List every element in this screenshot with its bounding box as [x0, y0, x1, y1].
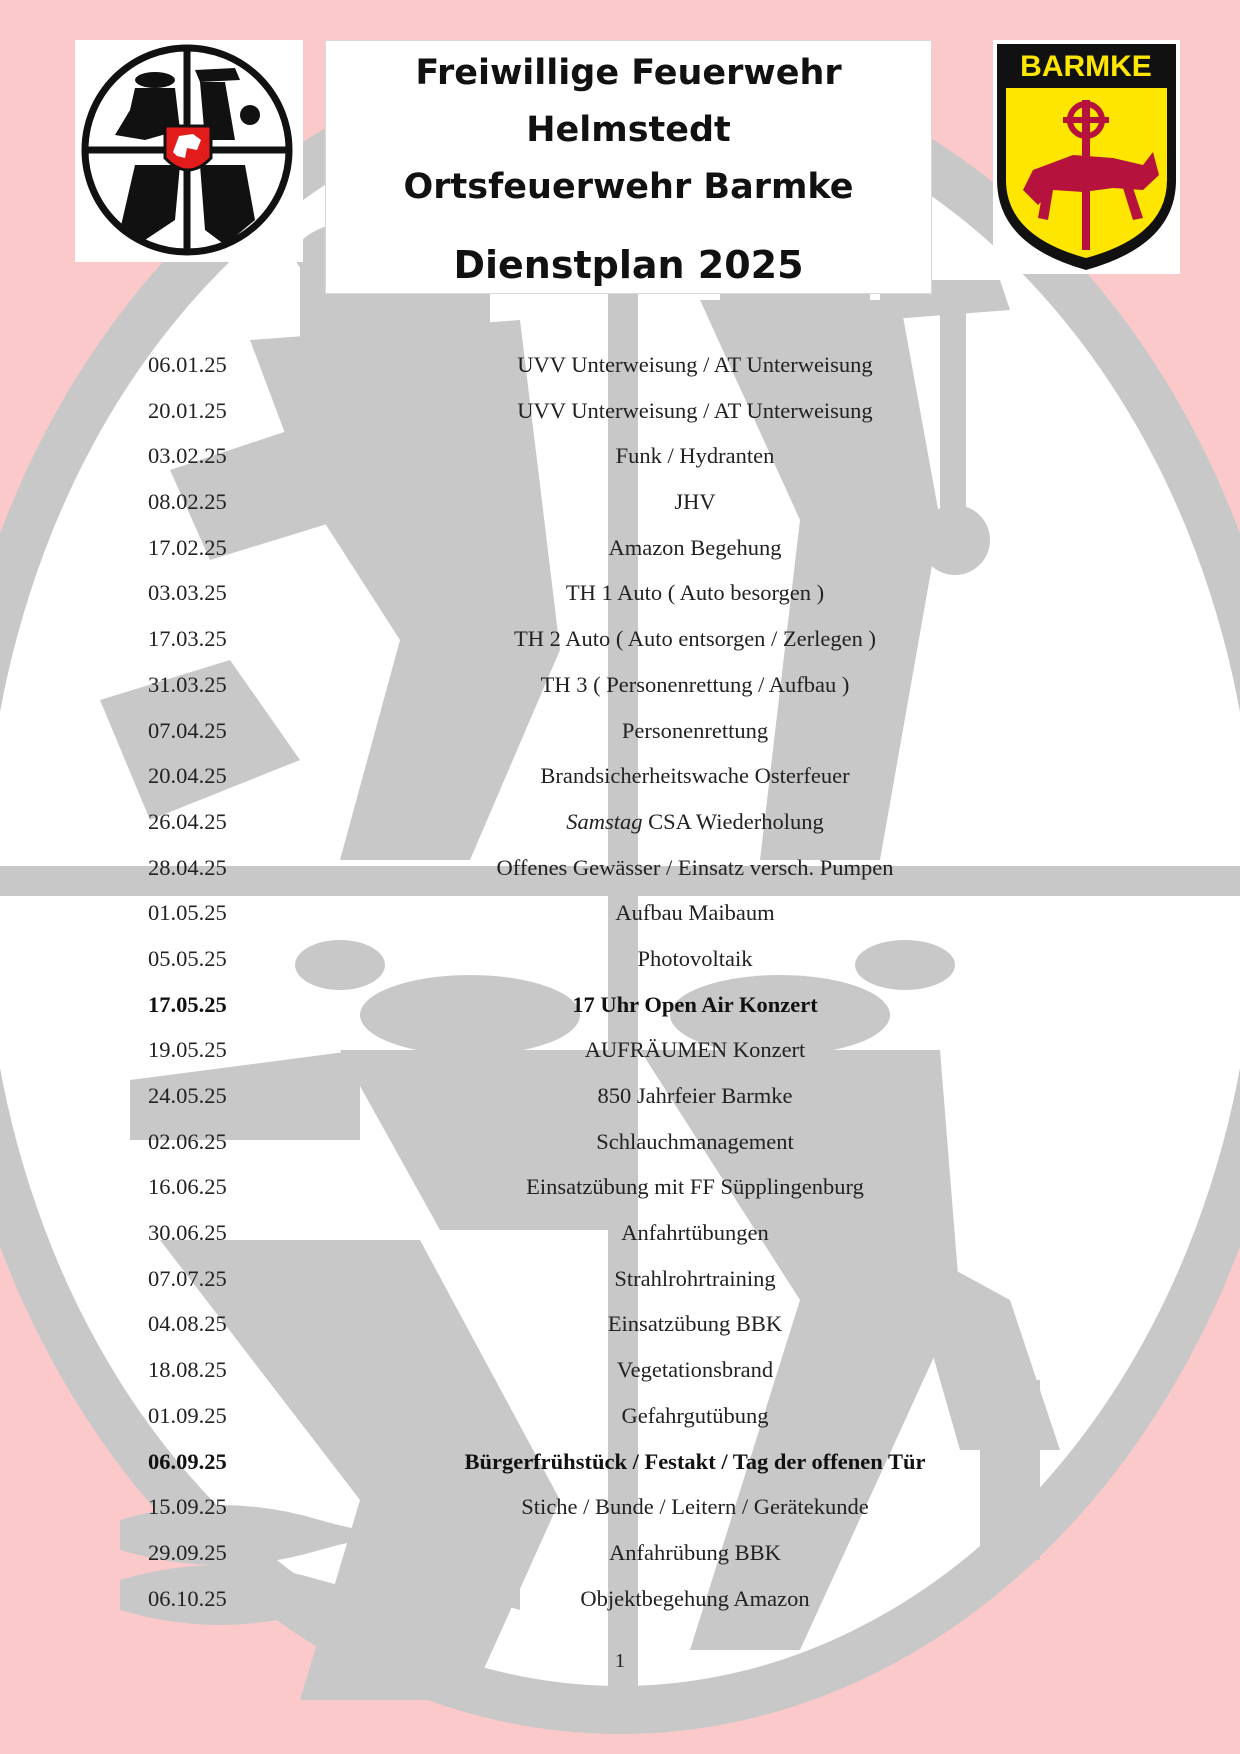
schedule-event-italic: Samstag — [566, 808, 643, 834]
schedule-date: 15.09.25 — [148, 1494, 227, 1520]
schedule-event: Gefahrgutübung — [621, 1402, 769, 1428]
schedule-row — [0, 1258, 1240, 1304]
schedule-event: 17 Uhr Open Air Konzert — [572, 991, 818, 1017]
schedule-event: Objektbegehung Amazon — [580, 1585, 810, 1611]
schedule-event: Anfahrtübungen — [621, 1220, 769, 1246]
schedule-event: TH 3 ( Personenrettung / Aufbau ) — [540, 671, 850, 697]
schedule-event: Aufbau Maibaum — [615, 900, 775, 926]
schedule-date: 01.09.25 — [148, 1402, 227, 1428]
schedule-date: 06.09.25 — [148, 1448, 227, 1474]
title-line-3: Ortsfeuerwehr Barmke — [403, 167, 854, 207]
schedule-date: 18.08.25 — [148, 1357, 227, 1383]
schedule-date: 02.06.25 — [148, 1128, 227, 1154]
schedule-date: 04.08.25 — [148, 1311, 227, 1337]
schedule-date: 17.03.25 — [148, 626, 227, 652]
schedule-row — [0, 527, 1240, 573]
schedule-date: 05.05.25 — [148, 945, 227, 971]
schedule-event: JHV — [674, 489, 716, 515]
schedule-row — [0, 1166, 1240, 1212]
schedule-row — [0, 344, 1240, 390]
schedule-event: Photovoltaik — [637, 945, 753, 971]
schedule-date: 20.01.25 — [148, 397, 227, 423]
schedule-event: Funk / Hydranten — [615, 443, 775, 469]
schedule-row — [0, 938, 1240, 984]
schedule-row — [0, 481, 1240, 527]
schedule-row — [0, 801, 1240, 847]
schedule-event: UVV Unterweisung / AT Unterweisung — [517, 352, 873, 377]
schedule-date: 30.06.25 — [148, 1220, 227, 1246]
schedule-date: 20.04.25 — [148, 763, 227, 789]
schedule-event: Einsatzübung mit FF Süpplingenburg — [526, 1174, 864, 1200]
schedule-date: 03.03.25 — [148, 580, 227, 606]
page-title: Dienstplan 2025 — [453, 243, 804, 287]
schedule-event-text: CSA Wiederholung — [642, 808, 824, 834]
schedule-row — [0, 435, 1240, 481]
schedule-event: Strahlrohrtraining — [614, 1265, 776, 1291]
schedule-date: 26.04.25 — [148, 808, 227, 834]
barmke-crest-logo — [993, 40, 1180, 274]
schedule-date: 31.03.25 — [148, 671, 227, 697]
schedule-date: 08.02.25 — [148, 489, 227, 515]
schedule-date: 19.05.25 — [148, 1037, 227, 1063]
schedule-row — [0, 892, 1240, 938]
schedule-event: TH 1 Auto ( Auto besorgen ) — [565, 580, 825, 606]
schedule-event: Vegetationsbrand — [616, 1357, 774, 1383]
schedule-date: 07.07.25 — [148, 1265, 227, 1291]
page-number: 1 — [615, 1650, 625, 1672]
schedule-row — [0, 1349, 1240, 1395]
schedule-date: 06.10.25 — [148, 1585, 227, 1611]
title-line-1: Freiwillige Feuerwehr — [415, 53, 842, 93]
schedule-date: 17.05.25 — [148, 991, 227, 1017]
schedule-row — [0, 572, 1240, 618]
schedule-date: 28.04.25 — [148, 854, 227, 880]
schedule-event: Bürgerfrühstück / Festakt / Tag der offenen Tür — [464, 1448, 926, 1474]
schedule-row — [0, 755, 1240, 801]
schedule-event: Personenrettung — [621, 717, 769, 743]
schedule-event: Anfahrübung BBK — [609, 1539, 781, 1565]
schedule-row — [0, 1121, 1240, 1167]
feuerwehr-emblem-logo — [75, 40, 303, 262]
schedule-row — [0, 1075, 1240, 1121]
schedule-event: Stiche / Bunde / Leitern / Gerätekunde — [521, 1494, 869, 1520]
schedule-event — [395, 809, 995, 835]
schedule-row — [0, 1486, 1240, 1532]
title-line-2: Helmstedt — [526, 110, 731, 150]
schedule-date: 03.02.25 — [148, 443, 227, 469]
schedule-date: 16.06.25 — [148, 1174, 227, 1200]
schedule-date: 24.05.25 — [148, 1083, 227, 1108]
schedule-row — [0, 1578, 1240, 1624]
schedule-row — [0, 1532, 1240, 1578]
schedule-event: Amazon Begehung — [608, 534, 782, 560]
schedule-date: 06.01.25 — [148, 352, 227, 377]
schedule-event: UVV Unterweisung / AT Unterweisung — [517, 397, 873, 423]
header-title-box — [325, 40, 932, 294]
schedule-date: 29.09.25 — [148, 1539, 227, 1565]
schedule-row — [0, 1303, 1240, 1349]
schedule-row — [0, 847, 1240, 893]
schedule-row — [0, 1029, 1240, 1075]
schedule-event: Offenes Gewässer / Einsatz versch. Pumpen — [496, 854, 894, 880]
schedule-event: 850 Jahrfeier Barmke — [597, 1083, 793, 1108]
schedule-event: AUFRÄUMEN Konzert — [584, 1037, 806, 1063]
schedule-row-highlight — [0, 984, 1240, 1030]
schedule-event: TH 2 Auto ( Auto entsorgen / Zerlegen ) — [513, 626, 876, 652]
schedule-row — [0, 664, 1240, 710]
schedule-date: 17.02.25 — [148, 534, 227, 560]
schedule-event: Brandsicherheitswache Osterfeuer — [540, 763, 850, 789]
schedule-row — [0, 1212, 1240, 1258]
schedule-row — [0, 1395, 1240, 1441]
schedule-event: Schlauchmanagement — [596, 1128, 794, 1154]
schedule-date: 07.04.25 — [148, 717, 227, 743]
schedule-row — [0, 618, 1240, 664]
crest-text: BARMKE — [1020, 50, 1152, 83]
schedule-row — [0, 710, 1240, 756]
schedule-list — [0, 344, 1240, 1623]
schedule-row-highlight — [0, 1441, 1240, 1487]
schedule-date: 01.05.25 — [148, 900, 227, 926]
schedule-row — [0, 390, 1240, 436]
schedule-event: Einsatzübung BBK — [607, 1311, 783, 1337]
